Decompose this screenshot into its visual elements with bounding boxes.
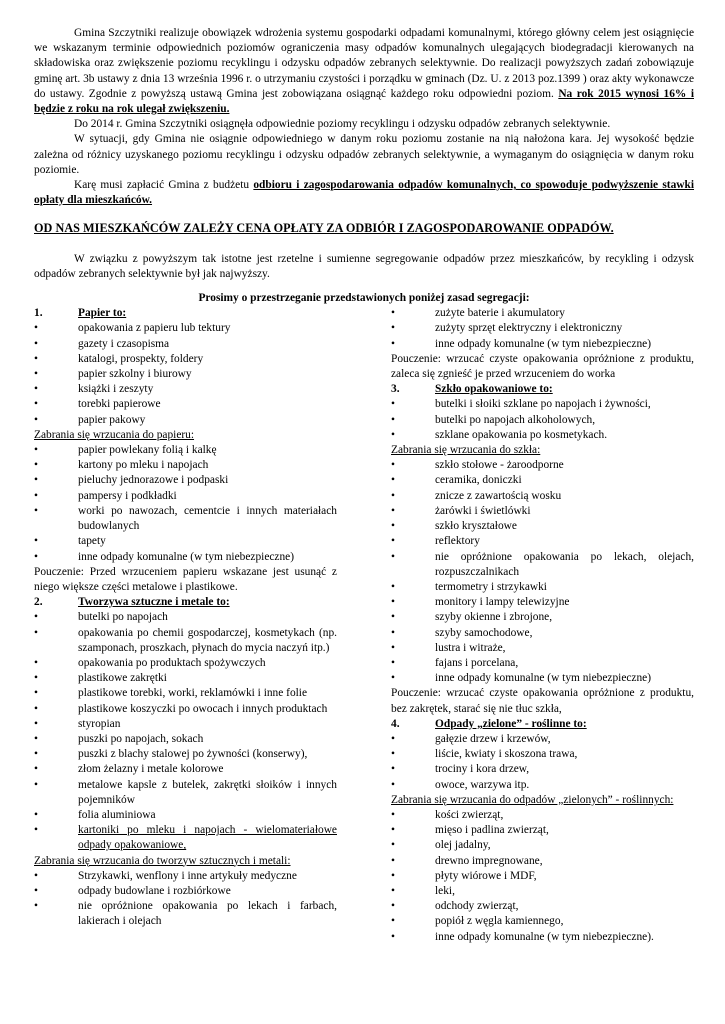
section-number: 1.: [34, 307, 43, 320]
bullet: •: [34, 474, 38, 487]
intro-paragraph-2: Do 2014 r. Gmina Szczytniki osiągnęła odpowiednie poziomy recyklingu i odzysku odpadów zebranych selektywnie.: [74, 118, 611, 131]
section-number: 3.: [391, 383, 400, 396]
list-item: [391, 641, 694, 656]
list-item: [34, 884, 337, 899]
list-item-text: papier pakowy: [78, 413, 146, 426]
list-item-text: trociny i kora drzew,: [435, 763, 530, 776]
list-item-text: inne odpady komunalne (w tym niebezpieczne).: [435, 930, 654, 943]
list-item-text: szyby okienne i zbrojone,: [435, 611, 553, 624]
bullet: •: [34, 900, 38, 913]
list-item: [391, 747, 694, 762]
list-item: [391, 808, 694, 823]
list-item: [391, 489, 694, 504]
penalty-bold: odbioru i zagospodarowania odpadów komunalnych, co spowoduje podwyższenie stawki opłaty dla mieszkańców.: [34, 179, 695, 207]
list-item-text: odpady budowlane i rozbiórkowe: [78, 884, 231, 897]
list-item-text: metalowe kapsle z butelek, zakrętki słoików i innych pojemników: [78, 778, 337, 806]
bullet: •: [391, 732, 395, 745]
bullet: •: [391, 322, 395, 335]
list-item: [391, 914, 694, 929]
bullet: •: [391, 869, 395, 882]
list-item: [391, 626, 694, 641]
bullet: •: [34, 352, 38, 365]
bullet: •: [34, 398, 38, 411]
list-item-text: inne odpady komunalne (w tym niebezpieczne): [435, 337, 652, 350]
intro-text: Gmina Szczytniki realizuje obowiązek wdrożenia systemu gospodarki odpadami komunalnymi, którego główny celem jest osiągnięcie we wskazanym terminie odpowiednich poziomów ograniczenia masy odpadów komunalnych ulegających biodegradacji kierowanych na składowiska oraz zwiększenie poziomu recyklingu i odzysku odpadów zebranych selektywnie. Do realizacji powyższych zadań zobowiązuje gminę art. 3b ustawy z dnia 13 września 1996 r. o utrzymaniu czystości i porządku w gminach (Dz. U. z 2013 poz.1399 ) oraz akty wykonawcze do ustawy. Zgodnie z powyższą ustawą Gmina jest zobowiązana osiągnąć każdego roku odpowiedni poziom.: [34, 27, 694, 100]
section-green-waste: [391, 717, 694, 732]
bullet: •: [391, 611, 395, 624]
bullet: •: [34, 778, 38, 791]
bullet: •: [391, 808, 395, 821]
list-item: [391, 321, 694, 336]
section-paper: [34, 306, 337, 321]
list-item-text: płyty wiórowe i MDF,: [435, 869, 537, 882]
bullet: •: [391, 459, 395, 472]
list-item: [34, 534, 337, 549]
bullet: •: [391, 596, 395, 609]
bullet: •: [391, 641, 395, 654]
bullet: •: [34, 687, 38, 700]
list-item: [34, 671, 337, 686]
list-item: [391, 428, 694, 443]
list-item-text: ceramika, doniczki: [435, 474, 522, 487]
list-item-text: kartony po mleku i napojach: [78, 459, 209, 472]
list-item-text: pieluchy jednorazowe i podpaski: [78, 474, 229, 487]
bullet: •: [34, 869, 38, 882]
bullet: •: [34, 322, 38, 335]
list-item: [391, 610, 694, 625]
list-item: [34, 732, 337, 747]
list-item: [34, 762, 337, 777]
section-plastics-metals: [34, 595, 337, 610]
bullet: •: [34, 413, 38, 426]
section-title: Szkło opakowaniowe to:: [435, 383, 553, 396]
list-item: [34, 702, 337, 717]
list-item: [391, 869, 694, 884]
list-item: [391, 504, 694, 519]
list-item: [34, 550, 337, 565]
list-item: [391, 778, 694, 793]
list-item: [391, 732, 694, 747]
list-item: [34, 504, 337, 534]
list-item: [391, 397, 694, 412]
list-item: [391, 930, 694, 945]
list-item-text: szkło stołowe - żaroodporne: [435, 459, 564, 472]
list-item: [34, 717, 337, 732]
list-item-text: plastikowe zakrętki: [78, 672, 167, 685]
list-item-text: fajans i porcelana,: [435, 656, 519, 669]
bullet: •: [34, 444, 38, 457]
list-item-text: katalogi, prospekty, foldery: [78, 352, 204, 365]
bullet: •: [34, 808, 38, 821]
list-item: [391, 854, 694, 869]
list-item: [34, 610, 337, 625]
list-item: [34, 397, 337, 412]
bullet: •: [34, 337, 38, 350]
list-item: [34, 443, 337, 458]
list-item-text: książki i zeszyty: [78, 383, 154, 396]
bullet: •: [391, 535, 395, 548]
list-item: [34, 337, 337, 352]
section-number: 4.: [391, 717, 400, 730]
list-item-text: mięso i padlina zwierząt,: [435, 824, 549, 837]
bullet: •: [391, 763, 395, 776]
list-item-text: zużyte baterie i akumulatory: [435, 307, 565, 320]
forbidden-heading: Zabrania się wrzucania do tworzyw sztucznych i metali:: [34, 854, 291, 867]
list-item: [34, 808, 337, 823]
list-item: [34, 686, 337, 701]
list-item-text: odchody zwierząt,: [435, 900, 519, 913]
list-item: [391, 671, 694, 686]
list-item: [391, 534, 694, 549]
list-item-text: styropian: [78, 717, 121, 730]
list-item-text: worki po nawozach, cementcie i innych materiałach budowlanych: [78, 504, 337, 533]
list-item-text: inne odpady komunalne (w tym niebezpieczne): [435, 672, 652, 685]
bullet: •: [391, 930, 395, 943]
list-item: [34, 656, 337, 671]
bullet: •: [34, 748, 38, 761]
list-item-text: puszki z blachy stalowej po żywności (konserwy),: [78, 748, 308, 761]
list-item-text: owoce, warzywa itp.: [435, 778, 530, 791]
list-item: [391, 838, 694, 853]
list-item-text: zużyty sprzęt elektryczny i elektroniczny: [435, 322, 623, 335]
bullet: •: [34, 732, 38, 745]
bullet: •: [34, 611, 38, 624]
section-number: 2.: [34, 596, 43, 609]
right-column: [391, 306, 694, 945]
list-item-text: papier powlekany folią i kalkę: [78, 444, 217, 457]
list-item-text: folia aluminiowa: [78, 808, 156, 821]
bullet: •: [391, 748, 395, 761]
forbidden-heading: Zabrania się wrzucania do szkła:: [391, 444, 541, 457]
rules-plea: Prosimy o przestrzeganie przedstawionych poniżej zasad segregacji:: [198, 292, 530, 305]
list-item: [391, 884, 694, 899]
bullet: •: [34, 626, 38, 639]
section-glass: [391, 382, 694, 397]
list-item-text: nie opróżnione opakowania po lekach, olejach, rozpuszczalnikach: [435, 550, 694, 578]
bullet: •: [391, 884, 395, 897]
bullet: •: [391, 854, 395, 867]
bullet: •: [391, 656, 395, 669]
list-item-text: plastikowe torebki, worki, reklamówki i inne folie: [78, 687, 308, 700]
list-item-text: szkło kryształowe: [435, 520, 517, 533]
bullet: •: [34, 459, 38, 472]
left-column: [34, 306, 337, 945]
document-page: [34, 26, 694, 945]
list-item: [34, 626, 337, 656]
section-title: Odpady „zielone” - roślinne to:: [435, 717, 587, 730]
list-item: [391, 519, 694, 534]
list-item-text: papier szkolny i biurowy: [78, 368, 192, 381]
instruction-note: Pouczenie: Przed wrzuceniem papieru wskazane jest usunąć z niego większe części metalowe i plastikowe.: [34, 565, 337, 593]
list-item-text: puszki po napojach, sokach: [78, 732, 204, 745]
bullet: •: [34, 383, 38, 396]
forbidden-heading: Zabrania się wrzucania do odpadów „zielonych” - roślinnych:: [391, 793, 674, 806]
list-item-text: liście, kwiaty i skoszona trawa,: [435, 748, 578, 761]
list-item-text: opakowania z papieru lub tektury: [78, 322, 231, 335]
bullet: •: [34, 656, 38, 669]
list-item-text: gazety i czasopisma: [78, 337, 170, 350]
list-item: [391, 550, 694, 580]
bullet: •: [34, 824, 38, 837]
list-item: [391, 458, 694, 473]
list-item: [391, 762, 694, 777]
bullet: •: [34, 702, 38, 715]
bullet: •: [34, 368, 38, 381]
penalty-text: Karę musi zapłacić Gmina z budżetu: [74, 179, 254, 192]
list-item-text: gałęzie drzew i krzewów,: [435, 732, 551, 745]
list-item: [391, 899, 694, 914]
bullet: •: [391, 428, 395, 441]
bullet: •: [34, 672, 38, 685]
list-item-text: nie opróżnione opakowania po lekach i farbach, lakierach i olejach: [78, 900, 337, 928]
list-item-text: butelki po napojach alkoholowych,: [435, 413, 596, 426]
rules-columns: [34, 306, 694, 945]
list-item: [34, 473, 337, 488]
intro-paragraph-3: W sytuacji, gdy Gmina nie osiągnie odpowiedniego w danym roku poziomu zostanie na nią nałożona kara. Jej wysokość będzie zależna od różnicy uzyskanego poziomu recyklingu i odzysku odpadów zebranych selektywnie, a wymaganym do osiągnięcia w danym roku poziomie.: [34, 133, 694, 176]
bullet: •: [391, 915, 395, 928]
list-item-text: leki,: [435, 884, 455, 897]
list-item-text: olej jadalny,: [435, 839, 491, 852]
list-item-text: inne odpady komunalne (w tym niebezpieczne): [78, 550, 295, 563]
bullet: •: [34, 489, 38, 502]
list-item-text: szyby samochodowe,: [435, 626, 533, 639]
list-item-text: termometry i strzykawki: [435, 580, 547, 593]
bullet: •: [34, 535, 38, 548]
list-item: [34, 352, 337, 367]
list-item: [34, 367, 337, 382]
main-heading: OD NAS MIESZKAŃCÓW ZALEŻY CENA OPŁATY ZA ODBIÓR I ZAGOSPODAROWANIE ODPADÓW.: [34, 221, 614, 236]
list-item-text: monitory i lampy telewizyjne: [435, 596, 570, 609]
list-item: [34, 778, 337, 808]
list-item-text: opakowania po produktach spożywczych: [78, 656, 266, 669]
list-item-text: Strzykawki, wenflony i inne artykuły medyczne: [78, 869, 297, 882]
intro-bold-rate: Na rok 2015 wynosi 16% i będzie z roku na rok ulegał zwiększeniu.: [34, 87, 694, 116]
instruction-note: Pouczenie: wrzucać czyste opakowania opróżnione z produktu, zaleca się zgnieść je przed wrzuceniem do worka: [391, 352, 694, 381]
section-title: Tworzywa sztuczne i metale to:: [78, 596, 230, 609]
list-item-text: szklane opakowania po kosmetykach.: [435, 428, 608, 441]
list-item-text: żarówki i świetlówki: [435, 504, 531, 517]
list-item-text: butelki po napojach: [78, 611, 168, 624]
list-item-text: kości zwierząt,: [435, 808, 504, 821]
list-item: [391, 595, 694, 610]
list-item: [391, 580, 694, 595]
list-item: [34, 899, 337, 929]
bullet: •: [391, 900, 395, 913]
list-item-text: reflektory: [435, 535, 480, 548]
list-item-text: butelki i słoiki szklane po napojach i żywności,: [435, 398, 651, 411]
intro-paragraph-1: [34, 26, 694, 117]
bullet: •: [391, 337, 395, 350]
list-item-text: opakowania po chemii gospodarczej, kosmetykach (np. szamponach, proszkach, płynach do mycia naczyń itp.): [78, 626, 337, 654]
list-item: [34, 489, 337, 504]
list-item: [34, 747, 337, 762]
bullet: •: [34, 884, 38, 897]
bullet: •: [391, 504, 395, 517]
bullet: •: [34, 763, 38, 776]
list-item: [391, 656, 694, 671]
list-item-text: złom żelazny i metale kolorowe: [78, 763, 224, 776]
bullet: •: [391, 307, 395, 320]
list-item: [34, 458, 337, 473]
list-item-text: torebki papierowe: [78, 398, 161, 411]
intro-paragraph-4: [34, 178, 694, 208]
bullet: •: [391, 580, 395, 593]
list-item-text: popiół z węgla kamiennego,: [435, 915, 564, 928]
bullet: •: [391, 520, 395, 533]
list-item: [391, 337, 694, 352]
bullet: •: [391, 550, 395, 563]
bullet: •: [391, 398, 395, 411]
bullet: •: [391, 626, 395, 639]
intro-paragraph-5: W związku z powyższym tak istotne jest rzetelne i sumienne segregowanie odpadów przez mieszkańców, by recykling i odzysk odpadów zebranych selektywnie był jak najwyższy.: [34, 252, 694, 280]
forbidden-heading: Zabrania się wrzucania do papieru:: [34, 428, 195, 441]
bullet: •: [391, 474, 395, 487]
bullet: •: [391, 489, 395, 502]
bullet: •: [391, 672, 395, 685]
bullet: •: [391, 413, 395, 426]
list-item: [34, 382, 337, 397]
list-item-text: plastikowe koszyczki po owocach i innych produktach: [78, 702, 328, 715]
list-item: [391, 823, 694, 838]
list-item: [391, 413, 694, 428]
list-item-text: kartoniki po mleku i napojach - wielomateriałowe odpady opakowaniowe,: [78, 824, 337, 852]
list-item-text: tapety: [78, 535, 106, 548]
list-item: [34, 413, 337, 428]
bullet: •: [391, 839, 395, 852]
bullet: •: [34, 717, 38, 730]
list-item-text: lustra i witraże,: [435, 641, 506, 654]
bullet: •: [391, 778, 395, 791]
bullet: •: [34, 504, 38, 517]
list-item-text: znicze z zawartością wosku: [435, 489, 562, 502]
list-item: [34, 321, 337, 336]
list-item: [391, 473, 694, 488]
list-item: [34, 869, 337, 884]
list-item: [34, 823, 337, 853]
section-title: Papier to:: [78, 307, 127, 320]
list-item: [391, 306, 694, 321]
instruction-note: Pouczenie: wrzucać czyste opakowania opróżnione z produktu, bez zakrętek, starać się nie tłuc szkła,: [391, 687, 694, 715]
bullet: •: [391, 824, 395, 837]
list-item-text: pampersy i podkładki: [78, 489, 177, 502]
list-item-text: drewno impregnowane,: [435, 854, 543, 867]
bullet: •: [34, 550, 38, 563]
